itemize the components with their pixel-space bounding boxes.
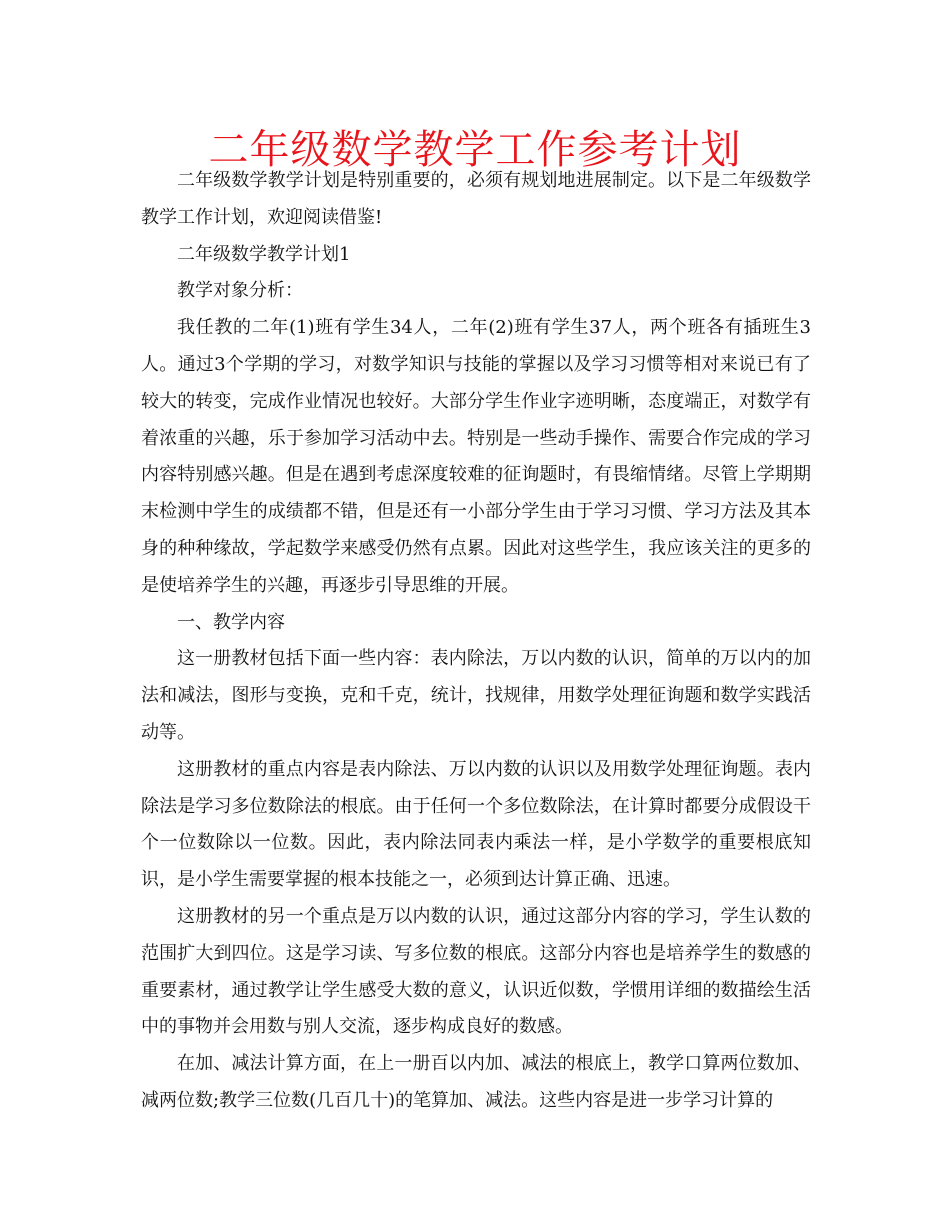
paragraph-addition-subtraction: 在加、减法计算方面，在上一册百以内加、减法的根底上，教学口算两位数加、减两位数;教学三位数(几百几十)的笔算加、减法。这些内容是进一步学习计算的: [141, 1053, 811, 1111]
paragraph-contents: 这一册教材包括下面一些内容：表内除法，万以内数的认识，简单的万以内的加法和减法，图形与变换，克和千克，统计，找规律，用数学处理征询题和数学实践活动等。: [141, 648, 811, 743]
paragraph-key-content-numbers: 这册教材的另一个重点是万以内数的认识，通过这部分内容的学习，学生认数的范围扩大到四位。这是学习读、写多位数的根底。这部分内容也是培养学生的数感的重要素材，通过教学让学生感受大数的意义，认识近似数，学惯用详细的数描绘生活中的事物并会用数与别人交流，逐步构成良好的数感。: [141, 905, 811, 1038]
paragraph-plan-heading: 二年级数学教学计划1: [177, 243, 351, 265]
document-title: 二年级数学教学工作参考计划: [208, 127, 742, 173]
document-body: [141, 163, 811, 1120]
paragraph-key-content-division: 这册教材的重点内容是表内除法、万以内数的认识以及用数学处理征询题。表内除法是学习多位数除法的根底。由于任何一个多位数除法，在计算时都要分成假设干个一位数除以一位数。因此，表内除法同表内乘法一样，是小学数学的重要根底知识，是小学生需要掌握的根本技能之一，必须到达计算正确、迅速。: [141, 758, 811, 891]
paragraph-student-analysis: 我任教的二年(1)班有学生34人，二年(2)班有学生37人，两个班各有插班生3人。通过3个学期的学习，对数学知识与技能的掌握以及学习习惯等相对来说已有了较大的转变，完成作业情况也较好。大部分学生作业字迹明晰，态度端正，对数学有着浓重的兴趣，乐于参加学习活动中去。特别是一些动手操作、需要合作完成的学习内容特别感兴趣。但是在遇到考虑深度较难的征询题时，有畏缩情绪。尽管上学期期末检测中学生的成绩都不错，但是还有一小部分学生由于学习习惯、学习方法及其本身的种种缘故，学起数学来感受仍然有点累。因此对这些学生，我应该关注的更多的是使培养学生的兴趣，再逐步引导思维的开展。: [141, 317, 811, 596]
paragraph-intro: 二年级数学教学计划是特别重要的，必须有规划地进展制定。以下是二年级数学教学工作计划，欢迎阅读借鉴!: [141, 170, 811, 228]
paragraph-analysis-heading: 教学对象分析：: [177, 280, 303, 302]
paragraph-section-heading-1: 一、教学内容: [177, 611, 285, 633]
